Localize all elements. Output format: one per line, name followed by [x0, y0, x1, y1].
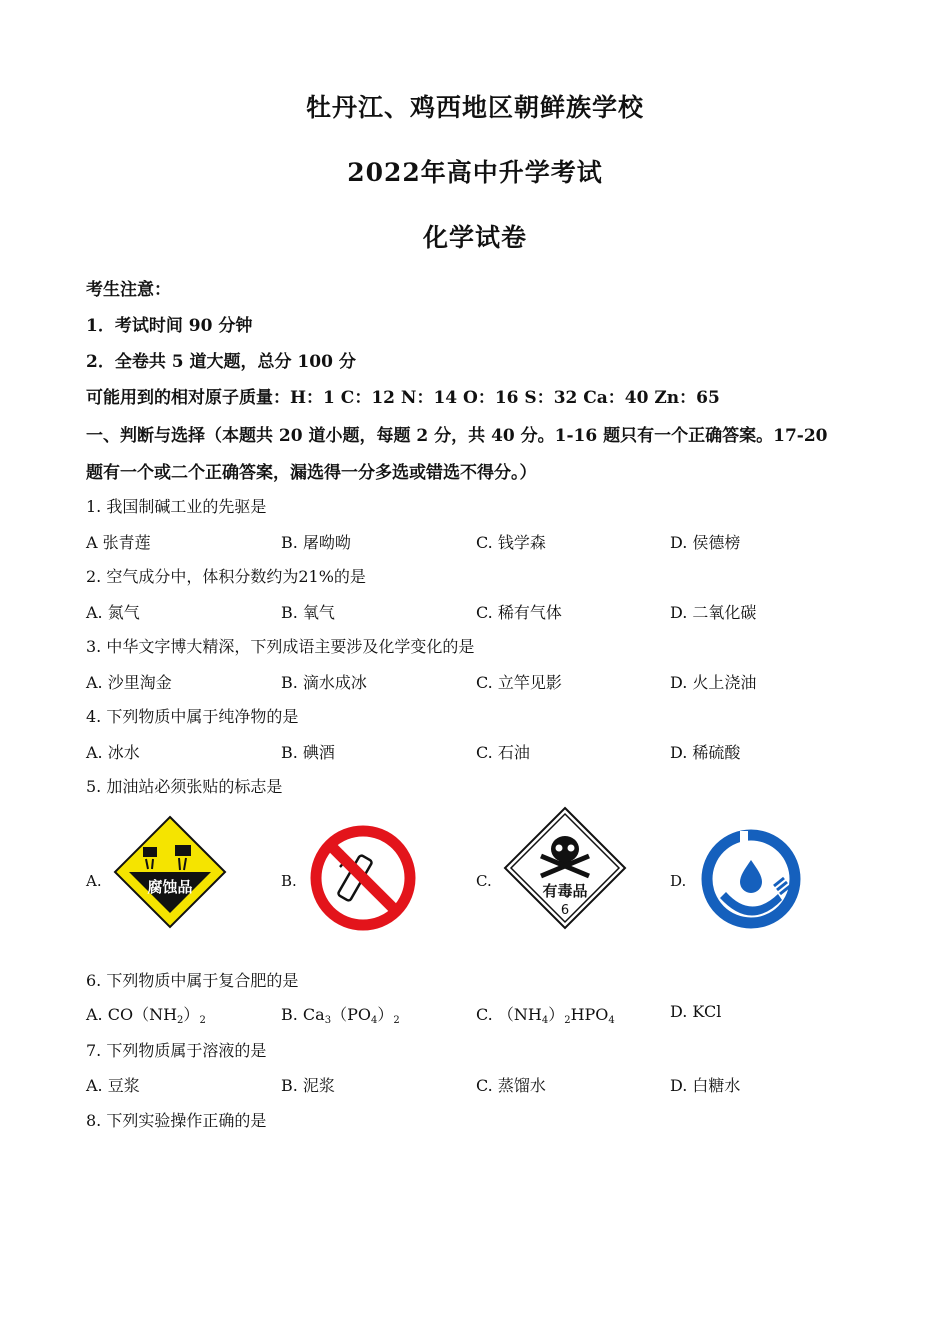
toxic-sign-class: 6 [560, 903, 570, 918]
q4-option-a: A. 冰水 [86, 743, 140, 762]
q1-option-d: D. 侯德榜 [670, 533, 741, 552]
q4-option-c: C. 石油 [476, 743, 530, 762]
q5-option-d-label: D. [670, 872, 687, 890]
q7-option-b: B. 泥浆 [281, 1076, 335, 1095]
q2-option-a: A. 氮气 [86, 603, 140, 622]
q6-option-d: D. KCl [670, 1002, 722, 1021]
no-smoking-sign-icon [310, 825, 416, 931]
water-saving-sign-icon [700, 828, 802, 930]
q3-option-b: B. 滴水成冰 [281, 673, 367, 692]
atomic-mass-line: 可能用到的相对原子质量：H：1 C：12 N：14 O：16 S：32 Ca：40 Zn：65 [86, 388, 720, 408]
q7-option-d: D. 白糖水 [670, 1076, 741, 1095]
q2-option-d: D. 二氧化碳 [670, 603, 757, 622]
q5-option-a-label: A. [86, 872, 102, 890]
q6-option-b: B. $Ca_3(PO_4)_2$ [281, 1005, 400, 1026]
q4-option-d: D. 稀硫酸 [670, 743, 741, 762]
q2-option-b: B. 氧气 [281, 603, 335, 622]
q3-option-c: C. 立竿见影 [476, 673, 562, 692]
question-8-stem: 8. 下列实验操作正确的是 [86, 1111, 267, 1130]
exam-title: 2022年高中升学考试 [347, 158, 603, 187]
subject-title: 化学试卷 [422, 223, 527, 252]
q3-option-d: D. 火上浇油 [670, 673, 757, 692]
toxic-sign-text: 有毒品 [542, 882, 588, 900]
section-instructions-line-2: 题有一个或二个正确答案，漏选得一分多选或错选不得分。） [86, 463, 537, 483]
question-3-stem: 3. 中华文字博大精深，下列成语主要涉及化学变化的是 [86, 637, 475, 656]
toxic-sign-icon [503, 806, 627, 930]
section-instructions-line-1: 一、判断与选择（本题共 20 道小题，每题 2 分，共 40 分。1-16 题只有一个正确答案。17-20 [86, 426, 828, 446]
question-7-stem: 7. 下列物质属于溶液的是 [86, 1041, 267, 1060]
question-4-stem: 4. 下列物质中属于纯净物的是 [86, 707, 299, 726]
q3-option-a: A. 沙里淘金 [86, 673, 172, 692]
corrosive-sign-text: 腐蚀品 [147, 878, 193, 896]
q1-option-c: C. 钱学森 [476, 533, 546, 552]
question-1-stem: 1. 我国制碱工业的先驱是 [86, 497, 267, 516]
q1-option-a: A 张青莲 [86, 533, 151, 552]
question-5-stem: 5. 加油站必须张贴的标志是 [86, 777, 283, 796]
q6-option-c: C. $(NH_4)_2HPO_4$ [476, 1005, 615, 1026]
q6-option-a: A. $CO(NH_2)_2$ [86, 1005, 206, 1026]
q4-option-b: B. 碘酒 [281, 743, 335, 762]
q7-option-a: A. 豆浆 [86, 1076, 140, 1095]
q5-option-c-label: C. [476, 872, 492, 890]
question-2-stem: 2. 空气成分中，体积分数约为21%的是 [86, 567, 366, 586]
question-6-stem: 6. 下列物质中属于复合肥的是 [86, 971, 299, 990]
q2-option-c: C. 稀有气体 [476, 603, 562, 622]
q1-option-b: B. 屠呦呦 [281, 533, 351, 552]
notice-item-1: 1．考试时间 90 分钟 [86, 316, 253, 336]
school-title: 牡丹江、鸡西地区朝鲜族学校 [305, 93, 644, 122]
notice-item-2: 2．全卷共 5 道大题，总分 100 分 [86, 352, 356, 372]
notice-title: 考生注意： [86, 280, 171, 300]
corrosive-sign-icon [113, 815, 227, 929]
q7-option-c: C. 蒸馏水 [476, 1076, 546, 1095]
q5-option-b-label: B. [281, 872, 297, 890]
